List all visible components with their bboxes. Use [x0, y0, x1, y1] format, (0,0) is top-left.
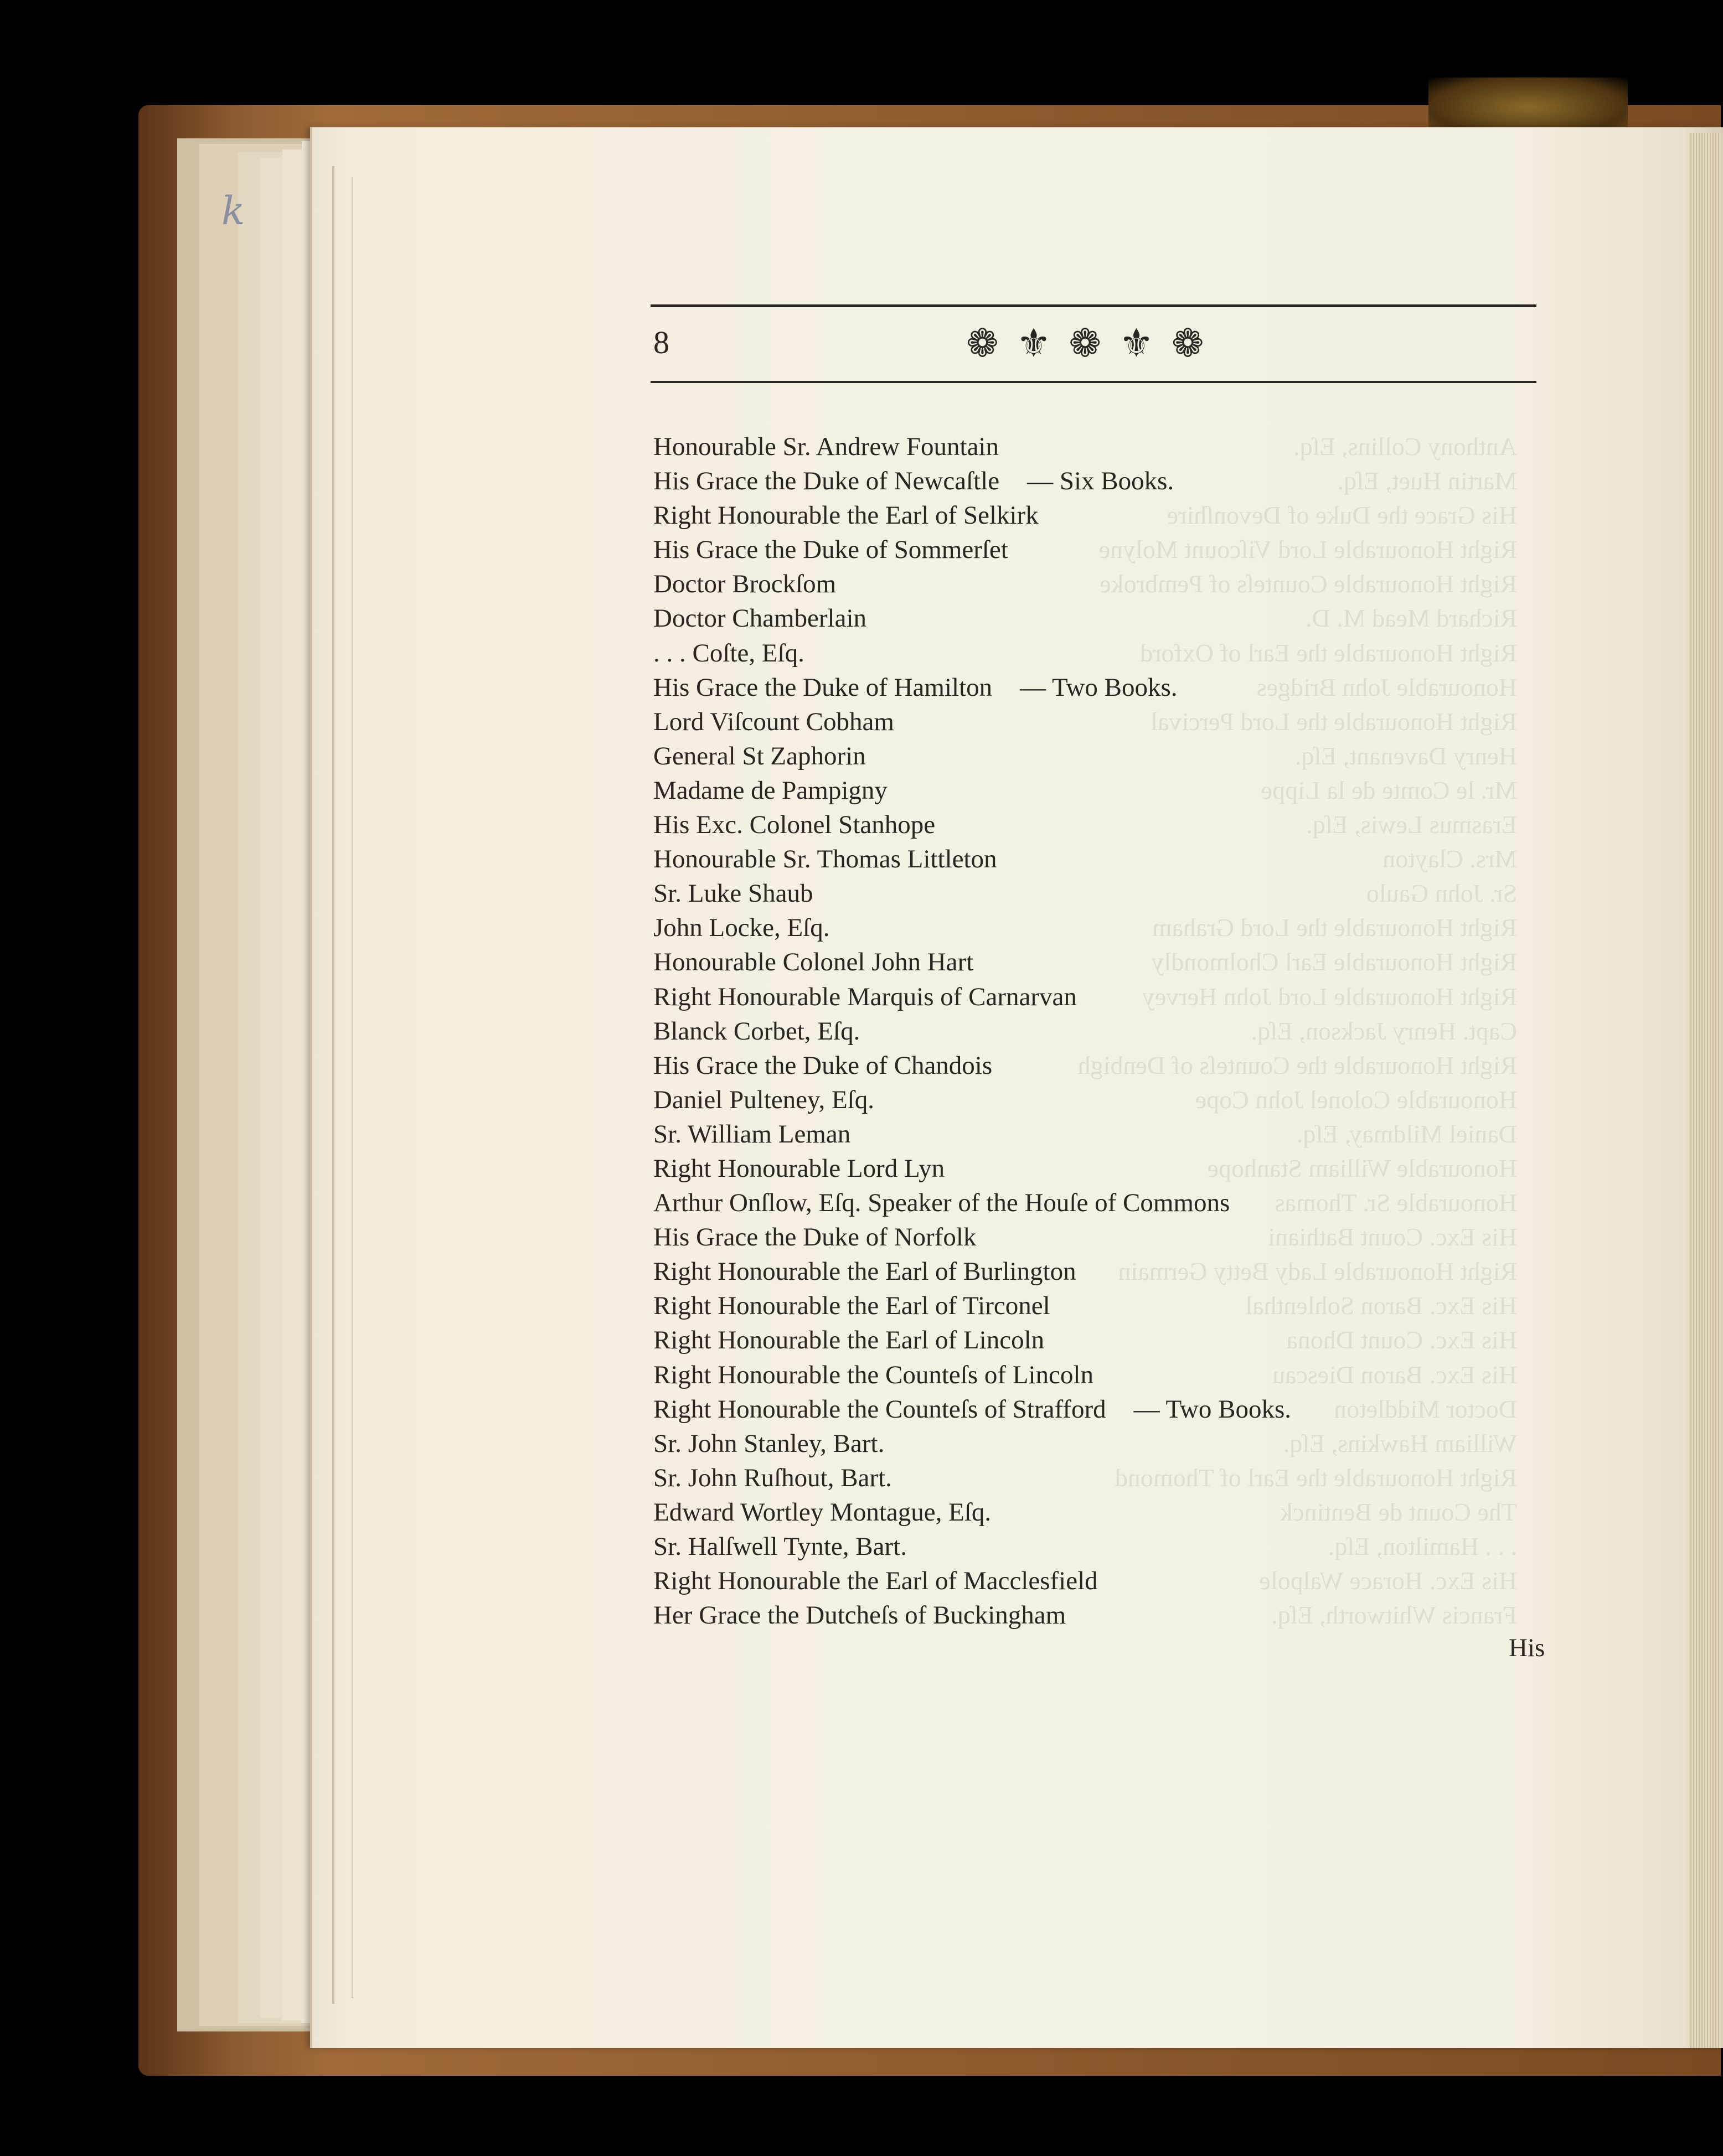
flower-ornament-icon: ❁	[1069, 320, 1102, 366]
bleed-through-line: Right Honourable the Earl of Oxford	[1140, 638, 1517, 667]
bleed-through-line: Right Honourable the Earl of Thomond	[1115, 1463, 1517, 1492]
bleed-through-line: Right Honourable Counteſs of Pembroke	[1100, 570, 1517, 598]
bleed-through-line: Sr. John Gaulo	[1366, 879, 1517, 908]
book-count-note: — Two Books.	[1020, 673, 1178, 702]
bleed-through-line: Right Honourable Earl Cholmondly	[1151, 948, 1517, 976]
subscriber-entry	[653, 1426, 1595, 1461]
bleed-through-line: Honourable William Stanhope	[1207, 1154, 1517, 1182]
fleur-de-lis-icon: ⚜	[1016, 320, 1051, 366]
subscriber-entry	[653, 1254, 1595, 1289]
subscriber-entry	[653, 1048, 1595, 1083]
subscriber-entry	[653, 1392, 1595, 1426]
subscriber-name: John Locke, Eſq.	[653, 913, 830, 943]
subscriber-entry	[653, 876, 1595, 911]
subscriber-entry	[653, 1014, 1595, 1048]
subscriber-name: Right Honourable Marquis of Carnarvan	[653, 982, 1077, 1011]
bleed-through-line: William Hawkins, Eſq.	[1283, 1429, 1517, 1457]
fleur-de-lis-icon: ⚜	[1119, 320, 1154, 366]
header-ornament	[966, 320, 1204, 366]
subscriber-name: Right Honourable Lord Lyn	[653, 1154, 945, 1183]
subscriber-name: His Grace the Duke of Hamilton	[653, 673, 993, 702]
bleed-through-line: Richard Mead M. D.	[1306, 604, 1517, 633]
subscriber-entry	[653, 1495, 1595, 1529]
subscriber-entry	[653, 705, 1595, 739]
subscriber-entry	[653, 911, 1595, 945]
subscriber-name: Sr. William Leman	[653, 1119, 851, 1149]
bleed-through-line: Martin Huet, Eſq.	[1337, 467, 1517, 495]
subscriber-name: Right Honourable the Earl of Burlington	[653, 1257, 1076, 1286]
bleed-through-line: Right Honourable Lord John Hervey	[1142, 982, 1517, 1011]
subscriber-name: Honourable Colonel John Hart	[653, 948, 974, 977]
bleed-through-line: Anthony Collins, Eſq.	[1293, 432, 1517, 461]
bleed-through-line: Right Honourable Lord Viſcount Molyne	[1098, 535, 1517, 564]
subscriber-name: Blanck Corbet, Eſq.	[653, 1016, 860, 1046]
flower-ornament-icon: ❁	[966, 320, 999, 366]
subscriber-name: Sr. John Stanley, Bart.	[653, 1429, 885, 1458]
subscriber-name: Doctor Brockſom	[653, 570, 837, 599]
subscriber-name: Sr. Halſwell Tynte, Bart.	[653, 1532, 907, 1561]
subscriber-name: Right Honourable the Earl of Lincoln	[653, 1326, 1045, 1355]
bleed-through-line: Honourable Sr. Thomas	[1275, 1188, 1517, 1217]
subscriber-name: Right Honourable the Earl of Macclesfield	[653, 1566, 1098, 1596]
bleed-through-line: His Grace the Duke of Devonſhire	[1167, 501, 1517, 530]
subscriber-entry	[653, 1323, 1595, 1357]
subscriber-name: Sr. John Ruſhout, Bart.	[653, 1463, 892, 1492]
subscriber-name: Right Honourable the Counteſs of Lincoln	[653, 1360, 1093, 1389]
bleed-through-line: His Exc. Baron Sohlenthal	[1245, 1291, 1517, 1320]
subscriber-name: Daniel Pulteney, Eſq.	[653, 1085, 874, 1114]
subscriber-name: Lord Viſcount Cobham	[653, 707, 894, 736]
bleed-through-line: Capt. Henry Jackson, Eſq.	[1251, 1016, 1517, 1045]
bleed-through-line: Mr. le Comte de la Lippe	[1261, 775, 1517, 804]
flower-ornament-icon: ❁	[1171, 320, 1204, 366]
subscriber-name: His Grace the Duke of Norfolk	[653, 1223, 977, 1252]
bleed-through-line: Right Honourable the Lord Graham	[1152, 913, 1517, 942]
subscriber-entry	[653, 532, 1595, 567]
bleed-through-line: . . . Hamilton, Eſq.	[1328, 1532, 1517, 1560]
subscriber-name: Right Honourable the Earl of Selkirk	[653, 501, 1039, 530]
bleed-through-line: The Count de Bentinck	[1280, 1497, 1517, 1526]
subscriber-entry	[653, 601, 1595, 635]
subscriber-name: His Grace the Duke of Newcaſtle	[653, 467, 1000, 496]
subscriber-name: Right Honourable the Earl of Tirconel	[653, 1291, 1050, 1321]
subscriber-entry	[653, 1083, 1595, 1117]
subscriber-entry	[653, 842, 1595, 876]
subscriber-entry	[653, 808, 1595, 842]
subscriber-entry	[653, 636, 1595, 670]
subscriber-name: His Exc. Colonel Stanhope	[653, 810, 936, 840]
subscriber-name: Sr. Luke Shaub	[653, 879, 813, 908]
bleed-through-line: Erasmus Lewis, Eſq.	[1306, 810, 1517, 839]
bleed-through-line: His Exc. Baron Diescau	[1272, 1360, 1517, 1389]
book-count-note: — Six Books.	[1027, 467, 1174, 496]
header-rule-top	[651, 304, 1536, 307]
bleed-through-line: Right Honourable the Lord Percival	[1151, 707, 1517, 736]
bleed-through-line: Doctor Middleton	[1334, 1394, 1517, 1423]
subscriber-name: Doctor Chamberlain	[653, 604, 867, 633]
subscriber-name: His Grace the Duke of Sommerſet	[653, 535, 1008, 565]
bleed-through-line: Henry Davenant, Eſq.	[1294, 741, 1517, 770]
subscriber-entry	[653, 567, 1595, 601]
subscriber-entry	[653, 1220, 1595, 1254]
subscriber-name: Arthur Onſlow, Eſq. Speaker of the Houſe of Commons	[653, 1188, 1230, 1218]
subscriber-entry	[653, 1564, 1595, 1598]
bleed-through-line: Honourable John Bridges	[1256, 673, 1517, 701]
cover-clasp	[1428, 77, 1628, 127]
subscriber-list	[653, 430, 1595, 1632]
subscriber-name: Right Honourable the Counteſs of Strafford	[653, 1394, 1106, 1424]
bleed-through-line: His Exc. Count Dhona	[1286, 1326, 1517, 1354]
subscriber-entry	[653, 430, 1595, 464]
subscriber-entry	[653, 1151, 1595, 1186]
subscriber-entry	[653, 1186, 1595, 1220]
subscriber-name: Her Grace the Dutcheſs of Buckingham	[653, 1601, 1066, 1630]
subscriber-entry	[653, 1289, 1595, 1323]
bleed-through-line: Mrs. Clayton	[1382, 845, 1517, 873]
subscriber-name: Edward Wortley Montague, Eſq.	[653, 1497, 992, 1527]
subscriber-entry	[653, 1117, 1595, 1151]
subscriber-name: Honourable Sr. Andrew Fountain	[653, 432, 999, 461]
bleed-through-line: Francis Whitworth, Eſq.	[1271, 1601, 1517, 1630]
bleed-through-line: Right Honourable the Counteſs of Denbigh	[1077, 1051, 1517, 1079]
page-edge-line	[332, 166, 334, 2004]
page-edge-line	[352, 177, 353, 1998]
subscriber-name: Madame de Pampigny	[653, 775, 888, 805]
subscriber-name: . . . Coſte, Eſq.	[653, 638, 804, 668]
subscriber-entry	[653, 670, 1595, 705]
bleed-through-line: Right Honourable Lady Betty Germain	[1118, 1257, 1517, 1286]
subscriber-entry	[653, 498, 1595, 532]
subscriber-entry	[653, 945, 1595, 979]
page-number: 8	[653, 324, 669, 360]
subscriber-name: Honourable Sr. Thomas Littleton	[653, 845, 997, 874]
bleed-through-line: Honourable Colonel John Cope	[1195, 1085, 1517, 1114]
handwritten-mark: k	[221, 188, 245, 234]
bleed-through-line: His Exc. Count Bathiani	[1268, 1223, 1517, 1252]
subscriber-entry	[653, 980, 1595, 1014]
fore-edge	[1689, 133, 1721, 2048]
book-count-note: — Two Books.	[1133, 1394, 1292, 1424]
catchword: His	[1509, 1633, 1545, 1662]
subscriber-entry	[653, 1598, 1595, 1632]
subscriber-entry	[653, 1461, 1595, 1495]
subscriber-name: His Grace the Duke of Chandois	[653, 1051, 993, 1080]
subscriber-entry	[653, 773, 1595, 808]
subscriber-entry	[653, 739, 1595, 773]
subscriber-entry	[653, 1529, 1595, 1564]
subscriber-entry	[653, 1358, 1595, 1392]
header-rule-bottom	[651, 381, 1536, 383]
bleed-through-line: Daniel Mildmay, Eſq.	[1296, 1119, 1517, 1148]
subscriber-name: General St Zaphorin	[653, 741, 866, 771]
subscriber-entry	[653, 464, 1595, 498]
bleed-through-line: His Exc. Horace Walpole	[1259, 1566, 1517, 1595]
